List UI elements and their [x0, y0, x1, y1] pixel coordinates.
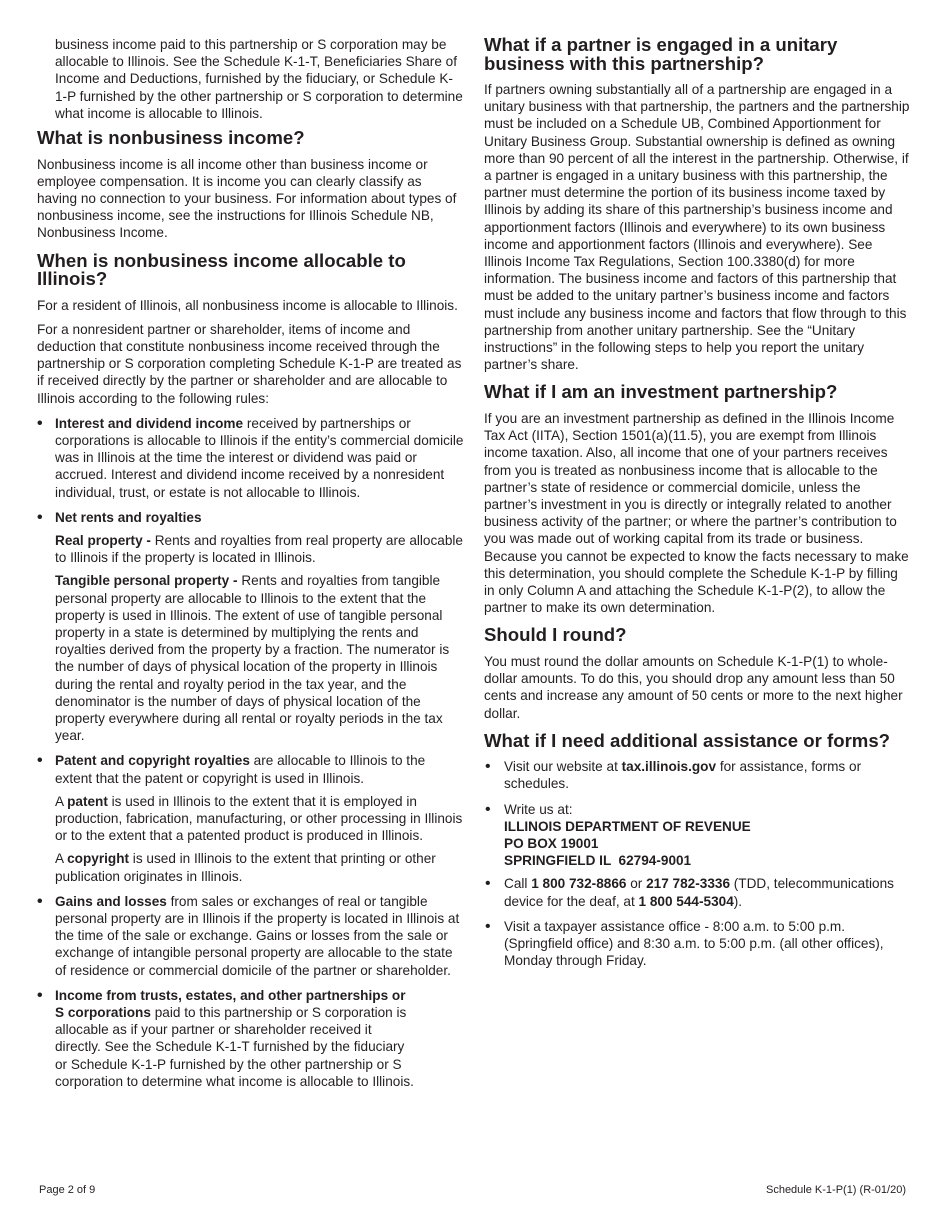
address-line-2: PO BOX 19001	[504, 836, 599, 852]
heading-unitary-partner: What if a partner is engaged in a unitary business with this partnership?	[484, 34, 838, 74]
bullet-patent-copyright: • Patent and copyright royalties are allocable to Illinois to the extent that the patent or copyright is used in Illinois.	[37, 752, 426, 786]
bullet-bold-label: Income from trusts, estates, and other partnerships or S corporations	[55, 987, 406, 1021]
heading-should-round: Should I round?	[484, 624, 627, 646]
heading-investment-partnership: What if I am an investment partnership?	[484, 381, 838, 403]
nonresident-paragraph: For a nonresident partner or shareholder, items of income and deduction that constitute nonbusiness income received through the partnership or S corporation completing Schedule K-1-P are treated as if received directly by the partner or shareholder and are allocable to Illinois according to the following rules:	[37, 321, 462, 406]
left-column	[37, 36, 464, 1090]
bullet-interest-dividend: • Interest and dividend income received by partnerships or corporations is allocable to Illinois if the entity’s commercial domicile was in Illinois at the time the interest or dividend was paid or accrued. Interest and dividend income received by a nonresident individual, trust, or estate is not allocable to Illinois.	[37, 414, 464, 500]
resident-paragraph: For a resident of Illinois, all nonbusiness income is allocable to Illinois.	[37, 297, 458, 313]
phone-number: 217 782-3336	[646, 876, 730, 892]
bullet-dot: •	[37, 508, 43, 526]
nonbusiness-income-paragraph: Nonbusiness income is all income other than business income or employee compensation. It is income you can clearly classify as having no connection to your business. For information about types of nonbusiness income, see the instructions for Illinois Schedule NB, Nonbusiness Income.	[37, 156, 457, 241]
form-identifier: Schedule K-1-P(1) (R-01/20)	[765, 1184, 906, 1196]
assist-item-phone: • Call 1 800 732-8866 or 217 782-3336 (TDD, telecommunications device for the deaf, at 1 800 544-5304).	[485, 875, 894, 909]
assist-item-website: • Visit our website at tax.illinois.gov for assistance, forms or schedules.	[485, 758, 862, 792]
assist-item-mail: • Write us at: ILLINOIS DEPARTMENT OF REVENUE PO BOX 19001 SPRINGFIELD IL 62794-9001	[484, 801, 912, 870]
round-paragraph: You must round the dollar amounts on Schedule K-1-P(1) to whole-dollar amounts. To do this, you should drop any amount less than 50 cents and increase any amount of 50 cents or more to the next higher dollar.	[484, 653, 903, 721]
address-line-3: SPRINGFIELD IL 62794-9001	[504, 853, 692, 869]
right-column	[484, 36, 912, 969]
page-number: Page 2 of 9	[39, 1184, 96, 1196]
heading-nonbusiness-allocable: When is nonbusiness income allocable to Illinois?	[37, 249, 406, 290]
tdd-number: 1 800 544-5304	[638, 893, 734, 909]
assist-item-office: • Visit a taxpayer assistance office - 8:00 a.m. to 5:00 p.m. (Springfield office) and 8:30 a.m. to 5:00 p.m. (all other offices), Monday through Friday.	[485, 917, 884, 969]
bullet-dot: •	[37, 752, 43, 770]
heading-nonbusiness-income: What is nonbusiness income?	[37, 127, 305, 149]
patent-paragraph: A patent is used in Illinois to the extent that it is employed in production, fabrication, manufacturing, or other processing in Illinois or to the extent that a patented product is produced in Illinois.	[55, 793, 463, 844]
bullet-trusts-estates: • Income from trusts, estates, and other partnerships or S corporations paid to this partnership or S corporation is allocable as if your partner or shareholder received it directly. See the Schedule K-1-T furnished by the fiduciary or Schedule K-1-P furnished by the other partnership or S corporation to determine what income is allocable to Illinois.	[37, 986, 414, 1089]
bullet-dot: •	[485, 800, 491, 818]
bullet-net-rents-royalties	[37, 509, 464, 526]
bullet-bold-label: Patent and copyright royalties	[55, 753, 250, 769]
bullet-dot: •	[485, 875, 491, 893]
bullet-dot: •	[485, 917, 491, 935]
investment-paragraph: If you are an investment partnership as defined in the Illinois Income Tax Act (IITA), Section 1501(a)(11.5), you are exempt from Illinois income taxation. Also, all income that one of your partners receives from you is treated as nonbusiness income that is allocable to the partner’s state of residence or commercial domicile, unless the partner’s investment in you is directly or integrally related to another business activity of the partner; or where the partner’s contribution to you was made out of working capital from its trade or business. Because you cannot be expected to know the facts necessary to make this determination, you should complete the Schedule K-1-P by filling in only Column A and attaching the Schedule K-1-P(2), to allow the partner to make its own determination.	[484, 410, 909, 616]
tangible-property-paragraph: Tangible personal property - Rents and royalties from tangible personal property are allocable to Illinois to the extent that the property is used in Illinois. The extent of use of tangible personal property in a state is determined by multiplying the rents and royalties derived from the property by a fraction. The numerator is the number of days of physical location of the property in Illinois during the rental and royalty period in the tax year, and the denominator is the number of days of physical location of the property everywhere during all rental or royalty periods in the tax year.	[55, 573, 450, 744]
bullet-dot: •	[37, 986, 43, 1004]
bullet-dot: •	[37, 414, 43, 432]
address-line-1: ILLINOIS DEPARTMENT OF REVENUE	[504, 818, 751, 834]
unitary-paragraph: If partners owning substantially all of a partnership are engaged in a unitary business with that partnership, the partners and the partnership must be included on a Schedule UB, Combined Apportionment for Unitary Business Group. Substantial ownership is defined as owning more than 90 percent of all the interest in the partnership. Otherwise, if a partner is engaged in a unitary business with this partnership, the partner must determine the portion of its business income taxed by Illinois by adding its share of this partnership’s business income and apportionment factors (Illinois and everywhere) to its own business income and apportionment factors (Illinois and everywhere). See Illinois Income Tax Regulations, Section 100.3380(d) for more information. The business income and factors of this partnership that must be added to the unitary partner’s business income and factors must include any business income and factors that flow through to this partnership from another unitary partnership. See the “Unitary instructions” in the following steps to help you report the unitary partner’s share.	[484, 82, 910, 373]
real-property-paragraph: Real property - Rents and royalties from real property are allocable to Illinois if the property is located in Illinois.	[55, 532, 463, 566]
bullet-bold-label: Gains and losses	[55, 893, 167, 909]
phone-number: 1 800 732-8866	[531, 876, 627, 892]
bullet-bold-label: Interest and dividend income	[55, 415, 244, 431]
bullet-bold-label: Net rents and royalties	[55, 509, 202, 525]
copyright-paragraph: A copyright is used in Illinois to the extent that printing or other publication originates in Illinois.	[55, 851, 436, 884]
bullet-gains-losses: • Gains and losses from sales or exchanges of real or tangible personal property are in Illinois if the property is located in Illinois at the time of the sale or exchange. Gains or losses from the sale or exchange of intangible personal property are allocable to the state of residence or commercial domicile of the partner or shareholder.	[37, 892, 460, 978]
continued-paragraph: business income paid to this partnership or S corporation may be allocable to Illinois. See the Schedule K-1-T, Beneficiaries Share of Income and Deductions, furnished by the fiduciary, or Schedule K-1-P furnished by the other partnership or S corporation to determine what income is allocable to Illinois.	[55, 37, 463, 121]
bullet-dot: •	[37, 892, 43, 910]
bullet-dot: •	[485, 758, 491, 776]
heading-additional-assistance: What if I need additional assistance or forms?	[484, 729, 891, 751]
website-link[interactable]: tax.illinois.gov	[621, 759, 717, 775]
